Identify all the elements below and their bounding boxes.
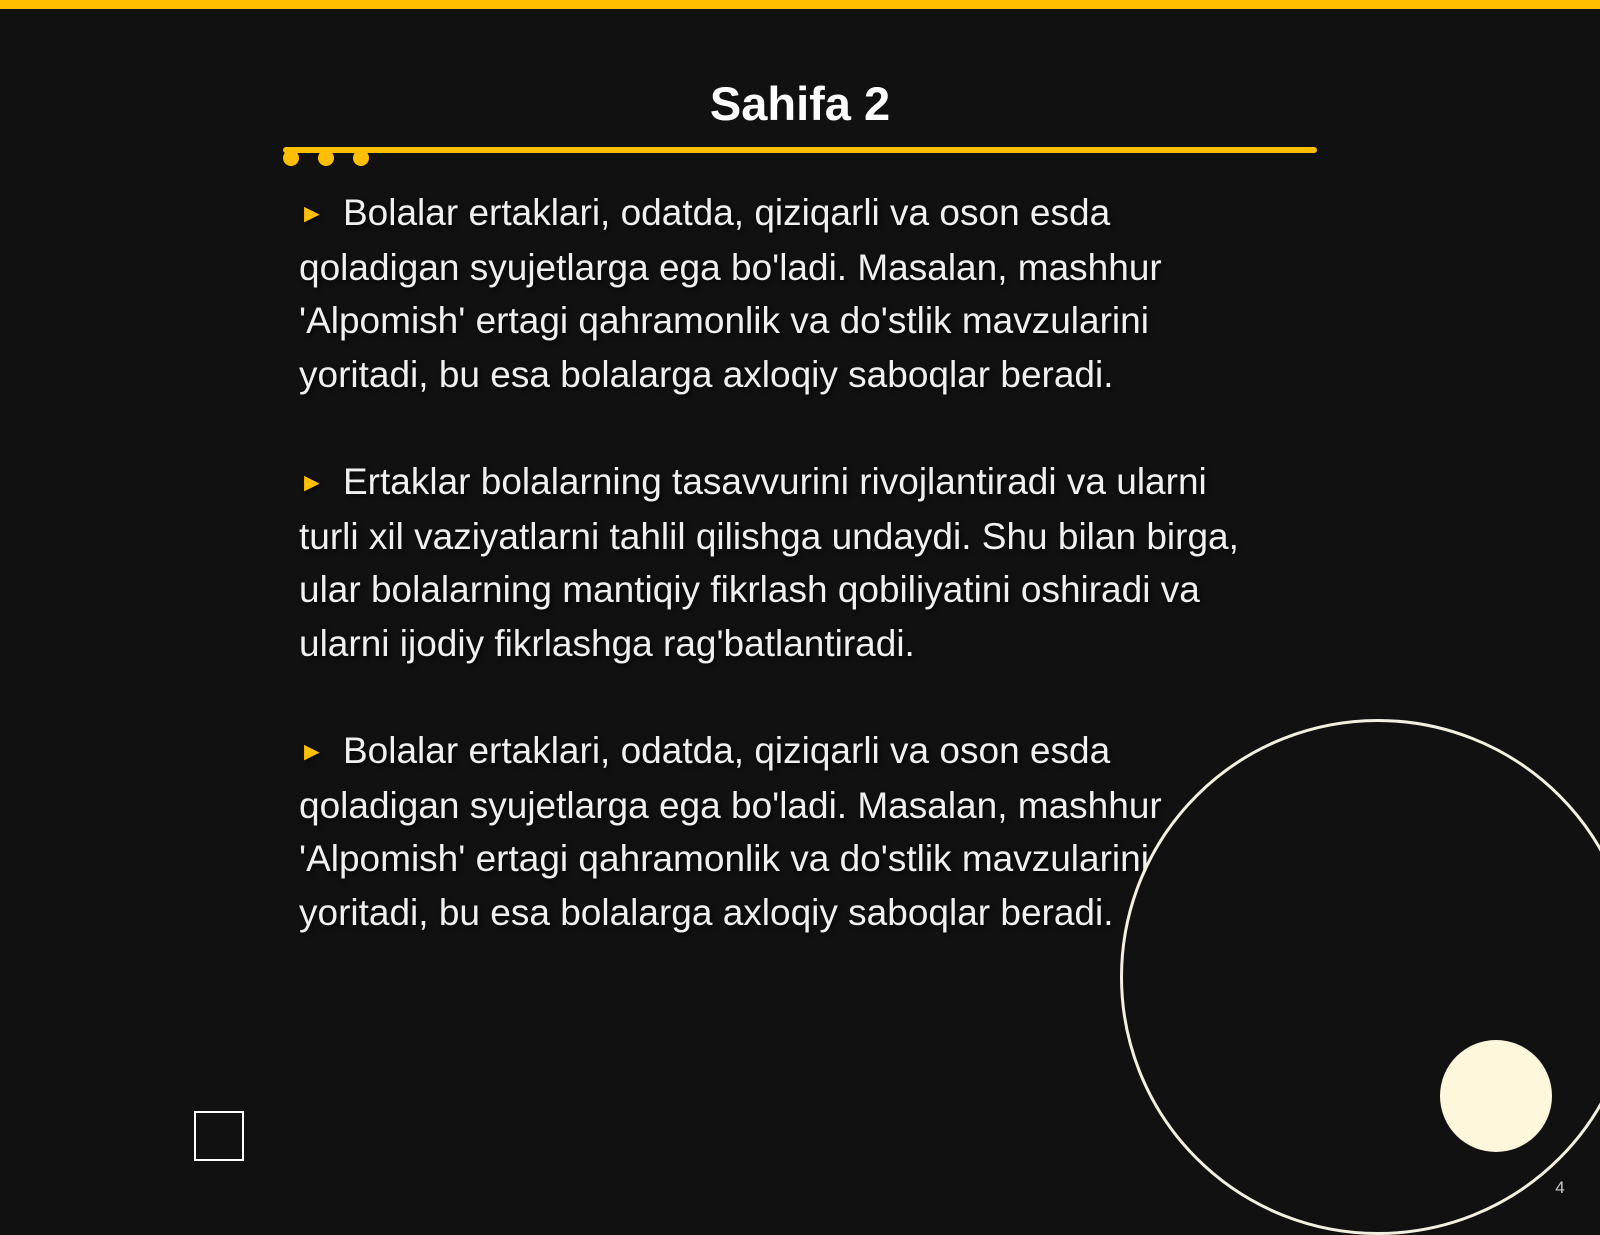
paragraph-text: Ertaklar bolalarning tasavvurini rivojlantiradi va ularni turli xil vaziyatlarni tahlil qilishga undaydi. Shu bilan birga, ular bolalarning mantiqiy fikrlash qobiliyatini oshiradi va ularni ijodiy fikrlashga rag'batlantiradi. xyxy=(299,461,1239,664)
decorative-dot xyxy=(318,150,334,166)
decorative-circle-outline xyxy=(1120,719,1600,1235)
page-number: 4 xyxy=(1555,1178,1565,1197)
top-accent-bar xyxy=(0,0,1600,9)
bullet-paragraph xyxy=(299,186,1259,401)
title-underline xyxy=(283,147,1317,153)
bullet-arrow-icon: ► xyxy=(299,736,325,766)
decorative-dot xyxy=(283,150,299,166)
paragraph-text: Bolalar ertaklari, odatda, qiziqarli va oson esda qoladigan syujetlarga ega bo'ladi. Masalan, mashhur 'Alpomish' ertagi qahramonlik va do'stlik mavzularini yoritadi, bu esa bolalarga axloqiy saboqlar beradi. xyxy=(299,192,1162,395)
bullet-paragraph xyxy=(299,724,1259,939)
paragraph-text: Bolalar ertaklari, odatda, qiziqarli va oson esda qoladigan syujetlarga ega bo'ladi. Masalan, mashhur 'Alpomish' ertagi qahramonlik va do'stlik mavzularini yoritadi, bu esa bolalarga axloqiy saboqlar beradi. xyxy=(299,730,1162,933)
decorative-circle-filled xyxy=(1440,1040,1552,1152)
bullet-arrow-icon: ► xyxy=(299,198,325,228)
bullet-paragraph xyxy=(299,455,1259,670)
slide-title: Sahifa 2 xyxy=(709,77,891,130)
decorative-square-outline xyxy=(194,1111,244,1161)
bullet-arrow-icon: ► xyxy=(299,467,325,497)
slide-body xyxy=(299,186,1259,993)
decorative-dot xyxy=(353,150,369,166)
